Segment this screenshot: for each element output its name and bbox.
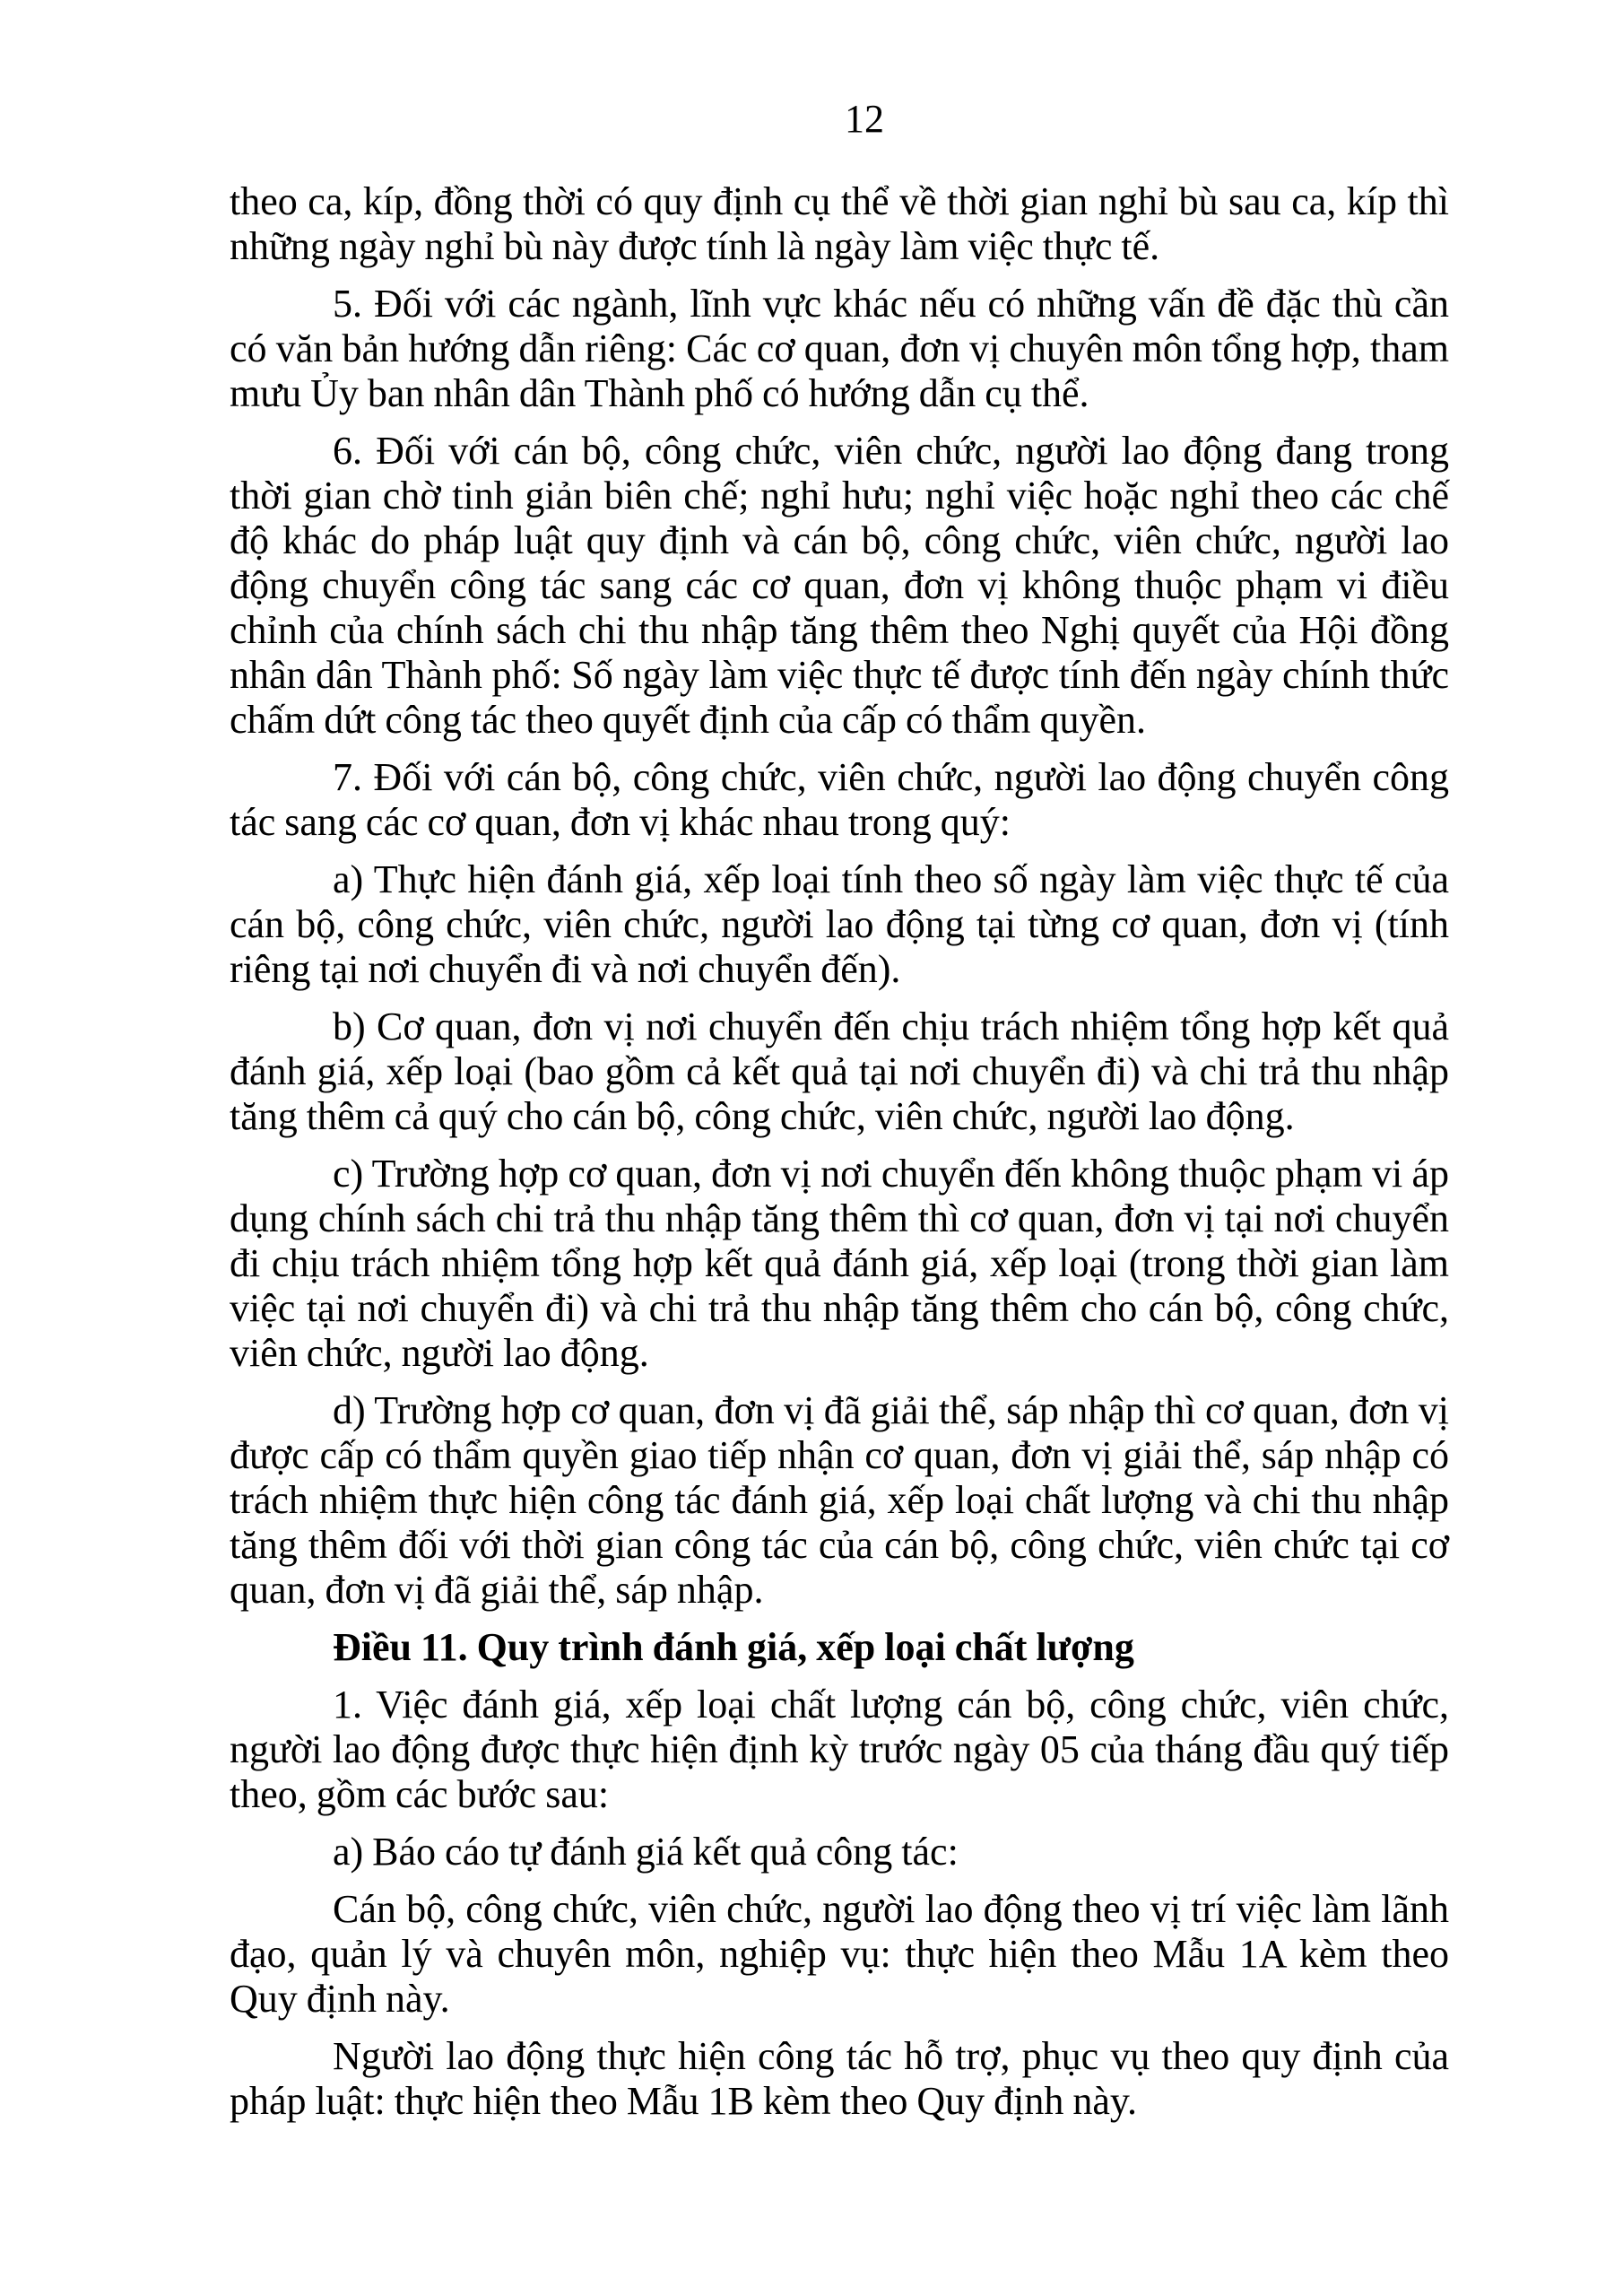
- paragraph-item-1a: a) Báo cáo tự đánh giá kết quả công tác:: [333, 1830, 959, 1874]
- paragraph-item-6: 6. Đối với cán bộ, công chức, viên chức, người lao động đang trong thời gian chờ tinh giản biên chế; nghỉ hưu; nghỉ việc hoặc nghỉ theo các chế độ khác do pháp luật quy định và cán bộ, công chức, viên chức, người lao động chuyển công tác sang các cơ quan, đơn vị không thuộc phạm vi điều chỉnh của chính sách chi thu nhập tăng thêm theo Nghị quyết của Hội đồng nhân dân Thành phố: Số ngày làm việc thực tế được tính đến ngày chính thức chấm dứt công tác theo quyết định của cấp có thẩm quyền.: [230, 429, 1449, 742]
- paragraph-item-7d: d) Trường hợp cơ quan, đơn vị đã giải thể, sáp nhập thì cơ quan, đơn vị được cấp có thẩm quyền giao tiếp nhận cơ quan, đơn vị giải thể, sáp nhập có trách nhiệm thực hiện công tác đánh giá, xếp loại chất lượng và chi thu nhập tăng thêm đối với thời gian công tác của cán bộ, công chức, viên chức tại cơ quan, đơn vị đã giải thể, sáp nhập.: [230, 1388, 1449, 1612]
- paragraph-continuation: theo ca, kíp, đồng thời có quy định cụ thể về thời gian nghỉ bù sau ca, kíp thì những ngày nghỉ bù này được tính là ngày làm việc thực tế.: [230, 179, 1449, 268]
- paragraph-item-7: 7. Đối với cán bộ, công chức, viên chức, người lao động chuyển công tác sang các cơ quan, đơn vị khác nhau trong quý:: [230, 755, 1449, 844]
- paragraph-item-7a: a) Thực hiện đánh giá, xếp loại tính theo số ngày làm việc thực tế của cán bộ, công chức, viên chức, người lao động tại từng cơ quan, đơn vị (tính riêng tại nơi chuyển đi và nơi chuyển đến).: [230, 857, 1449, 991]
- paragraph-item-5: 5. Đối với các ngành, lĩnh vực khác nếu có những vấn đề đặc thù cần có văn bản hướng dẫn riêng: Các cơ quan, đơn vị chuyên môn tổng hợp, tham mưu Ủy ban nhân dân Thành phố có hướng dẫn cụ thể.: [230, 282, 1449, 415]
- page-number-value: 12: [845, 97, 884, 141]
- paragraph-nguoi-lao-dong: Người lao động thực hiện công tác hỗ trợ, phục vụ theo quy định của pháp luật: thực hiện theo Mẫu 1B kèm theo Quy định này.: [230, 2034, 1449, 2123]
- section-heading-dieu-11: Điều 11. Quy trình đánh giá, xếp loại chất lượng: [333, 1625, 1134, 1669]
- paragraph-item-7c: c) Trường hợp cơ quan, đơn vị nơi chuyển đến không thuộc phạm vi áp dụng chính sách chi trả thu nhập tăng thêm thì cơ quan, đơn vị tại nơi chuyển đi chịu trách nhiệm tổng hợp kết quả đánh giá, xếp loại (trong thời gian làm việc tại nơi chuyển đi) và chi trả thu nhập tăng thêm cho cán bộ, công chức, viên chức, người lao động.: [230, 1152, 1449, 1375]
- paragraph-can-bo: Cán bộ, công chức, viên chức, người lao động theo vị trí việc làm lãnh đạo, quản lý và chuyên môn, nghiệp vụ: thực hiện theo Mẫu 1A kèm theo Quy định này.: [230, 1887, 1449, 2021]
- paragraph-item-1: 1. Việc đánh giá, xếp loại chất lượng cán bộ, công chức, viên chức, người lao động được thực hiện định kỳ trước ngày 05 của tháng đầu quý tiếp theo, gồm các bước sau:: [230, 1683, 1449, 1816]
- page-number: [230, 97, 1449, 142]
- page-content: [230, 179, 1449, 2136]
- paragraph-item-7b: b) Cơ quan, đơn vị nơi chuyển đến chịu trách nhiệm tổng hợp kết quả đánh giá, xếp loại (bao gồm cả kết quả tại nơi chuyển đi) và chi trả thu nhập tăng thêm cả quý cho cán bộ, công chức, viên chức, người lao động.: [230, 1004, 1449, 1138]
